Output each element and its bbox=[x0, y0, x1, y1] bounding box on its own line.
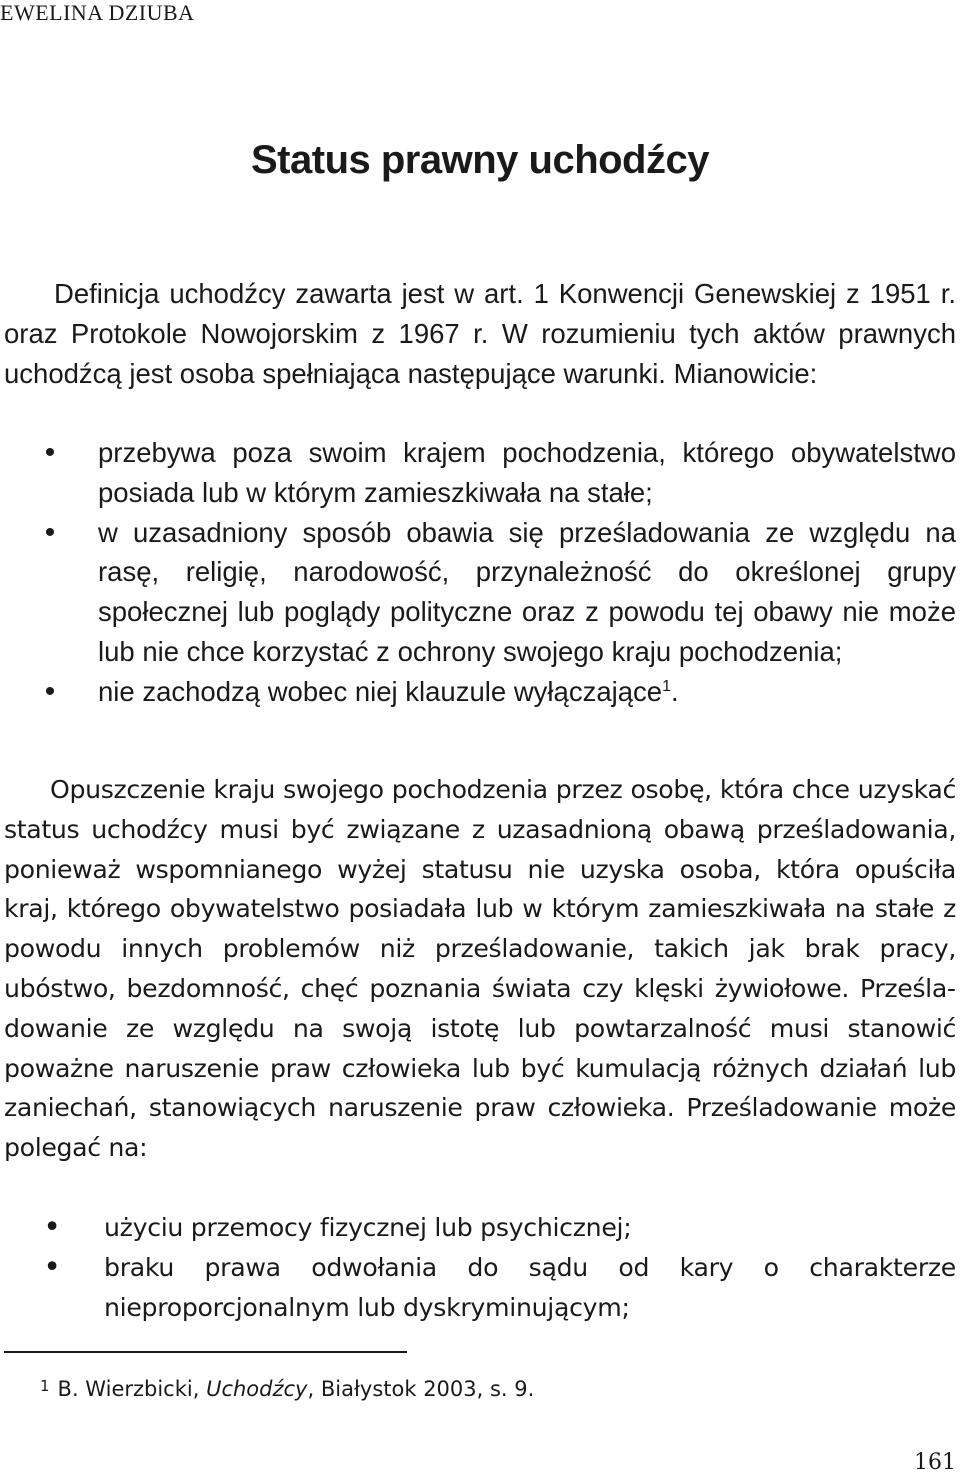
footnote-number: 1 bbox=[40, 1377, 50, 1395]
footnote-book-title: Uchodźcy bbox=[206, 1377, 308, 1401]
page-number: 161 bbox=[914, 1450, 956, 1475]
paragraph-persecution: Opuszczenie kraju swojego pochodzenia przez osobę, która chce uzyskać status uchodźcy musi być związane z uzasadnioną obawą prześladowania, ponieważ wspomnianego wyżej statusu nie uzyska osoba, która opuściła kraj, którego obywatelstwo posiadała lub w którym zamieszkiwała na stałe z powodu innych problemów niż prześladowanie, takich jak brak pracy, ubóstwo, bezdomność, chęć poznania świata czy klęski żywiołowe. Prześladowanie ze względu na swoją istotę lub powtarzalność musi stanowić poważne naruszenie praw człowieka lub być kumulacją różnych działań lub zaniechań, stanowiących naruszenie praw człowieka. Prześladowanie może polegać na: bbox=[4, 775, 956, 1163]
footnote bbox=[40, 1371, 534, 1404]
list-item-suffix: . bbox=[670, 675, 679, 707]
bullet-icon: • bbox=[43, 1210, 61, 1245]
list-item-text: braku prawa odwołania do sądu od kary o charakterze nieproporcjonalnym lub dyskryminującym; bbox=[104, 1252, 956, 1322]
footnote-details: , Białystok 2003, s. 9. bbox=[307, 1377, 535, 1401]
persecution-forms-list bbox=[43, 1208, 956, 1327]
running-head: EWELINA DZIUBA bbox=[0, 0, 195, 25]
list-item bbox=[43, 1208, 956, 1248]
refugee-conditions-list bbox=[44, 433, 956, 712]
bullet-icon: • bbox=[44, 515, 56, 549]
bullet-icon: • bbox=[43, 1249, 61, 1285]
bullet-icon: • bbox=[44, 674, 56, 708]
list-item-text: nie zachodzą wobec niej klauzule wyłączające bbox=[98, 675, 663, 707]
list-item bbox=[44, 513, 956, 672]
footnote-author: B. Wierzbicki, bbox=[57, 1377, 207, 1401]
list-item bbox=[44, 433, 956, 513]
list-item bbox=[44, 672, 956, 712]
list-item-text: użyciu przemocy fizycznej lub psychicznej; bbox=[104, 1213, 632, 1242]
footnote-separator bbox=[4, 1351, 407, 1353]
list-item-text: przebywa poza swoim krajem pochodzenia, którego obywatelstwo posiada lub w którym zamieszkiwała na stałe; bbox=[98, 437, 956, 508]
footnote-reference[interactable]: 1 bbox=[662, 677, 671, 695]
bullet-icon: • bbox=[44, 436, 56, 469]
list-item bbox=[43, 1248, 956, 1328]
list-item-text: w uzasadniony sposób obawia się prześladowania ze względu na rasę, religię, narodowość, przynależność do określonej grupy społecznej lub poglądy polityczne oraz z powodu tej obawy nie może lub nie chce korzystać z ochrony swojego kraju pochodzenia; bbox=[98, 516, 956, 667]
page-title: Status prawny uchodźcy bbox=[251, 138, 709, 182]
paragraph-definition: Definicja uchodźcy zawarta jest w art. 1 Konwencji Genewskiej z 1951 r. oraz Protokole Nowojorskim z 1967 r. W rozumieniu tych aktów prawnych uchodźcą jest osoba spełniająca następujące warunki. Mianowicie: bbox=[4, 278, 956, 389]
